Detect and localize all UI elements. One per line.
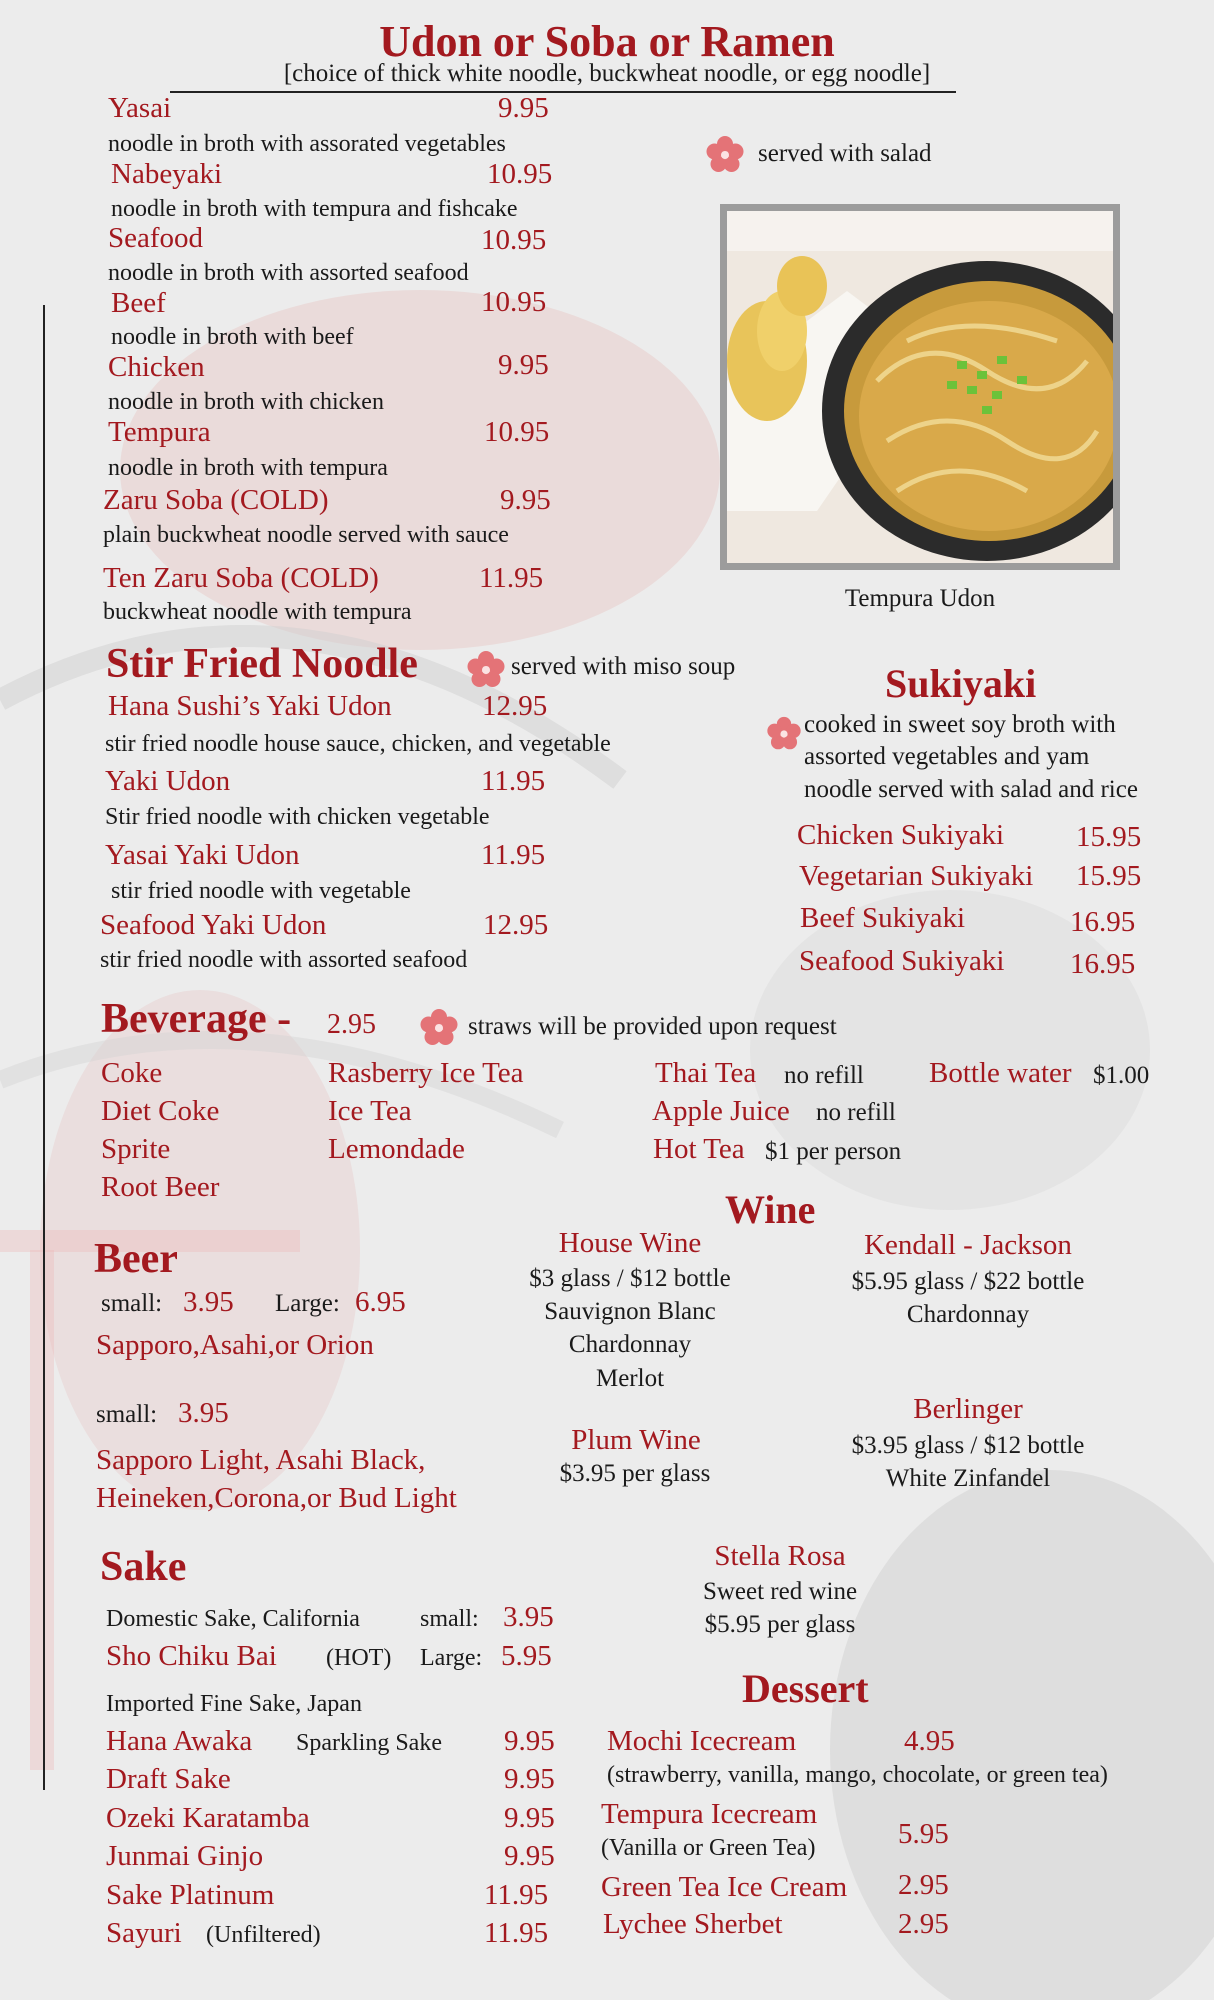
sake-large-label: Large:	[420, 1645, 483, 1671]
wine-name: Plum Wine	[571, 1424, 701, 1456]
dessert-title: Dessert	[742, 1666, 869, 1711]
menu-item-name: Ten Zaru Soba (COLD)	[103, 562, 379, 594]
beverage-item: Coke	[101, 1057, 163, 1089]
photo-caption: Tempura Udon	[844, 585, 996, 612]
sake-name: Ozeki Karatamba	[106, 1802, 310, 1834]
wine-variety: Chardonnay	[568, 1331, 692, 1358]
beverage-item: Sprite	[101, 1133, 171, 1165]
beer-brands: Sapporo,Asahi,or Orion	[96, 1329, 374, 1361]
menu-item-price: 16.95	[1070, 906, 1136, 938]
menu-item-name: Yaki Udon	[105, 765, 231, 797]
sake-large-price: 5.95	[501, 1640, 552, 1672]
dessert-name: Green Tea Ice Cream	[601, 1871, 848, 1903]
wine-variety: Sweet red wine	[702, 1578, 858, 1605]
wine-name: Kendall - Jackson	[864, 1229, 1072, 1261]
flower-icon	[419, 1008, 459, 1048]
beer-large-price: 6.95	[355, 1286, 406, 1318]
menu-item-description: noodle in broth with assorted seafood	[108, 260, 469, 286]
beer-large-label: Large:	[275, 1290, 340, 1317]
wine-name: House Wine	[558, 1227, 702, 1259]
dessert-name: Lychee Sherbet	[603, 1908, 783, 1940]
flower-icon	[705, 135, 745, 175]
wine-name: Berlinger	[913, 1393, 1023, 1425]
menu-item-price: 12.95	[482, 690, 548, 722]
sake-name: Sayuri	[106, 1917, 182, 1949]
sake-imported-label: Imported Fine Sake, Japan	[106, 1691, 362, 1717]
sake-price: 9.95	[504, 1725, 555, 1757]
dessert-description: (Vanilla or Green Tea)	[601, 1835, 816, 1861]
sukiyaki-desc-line: assorted vegetables and yam	[804, 743, 1090, 770]
beverage-note: no refill	[784, 1062, 864, 1089]
dessert-name: Tempura Icecream	[601, 1798, 818, 1830]
sake-note: (Unfiltered)	[206, 1922, 321, 1948]
menu-item-description: stir fried noodle with assorted seafood	[100, 947, 468, 973]
menu-item-description: noodle in broth with beef	[111, 324, 354, 350]
menu-item-price: 9.95	[498, 349, 549, 381]
menu-item-name: Tempura	[108, 416, 211, 448]
sake-hot-label: (HOT)	[326, 1645, 392, 1671]
menu-item-price: 11.95	[481, 839, 546, 871]
sake-price: 9.95	[504, 1802, 555, 1834]
wine-title: Wine	[725, 1187, 816, 1232]
menu-item-name: Seafood Sukiyaki	[799, 945, 1005, 977]
sake-name: Junmai Ginjo	[106, 1840, 264, 1872]
sake-name: Draft Sake	[106, 1763, 231, 1795]
menu-item-price: 12.95	[483, 909, 549, 941]
beverage-price: 2.95	[327, 1009, 376, 1040]
wine-price: $3.95 glass / $12 bottle	[851, 1432, 1085, 1459]
sake-title: Sake	[100, 1544, 187, 1590]
beverage-item: Ice Tea	[328, 1095, 412, 1127]
straws-note: straws will be provided upon request	[468, 1013, 837, 1040]
wine-variety: White Zinfandel	[885, 1465, 1051, 1492]
beverage-item: Apple Juice	[652, 1095, 790, 1127]
noodles-subtitle: [choice of thick white noodle, buckwheat noodle, or egg noodle]	[283, 60, 931, 87]
menu-item-price: 10.95	[481, 286, 547, 318]
menu-item-name: Beef	[111, 287, 166, 319]
menu-item-description: noodle in broth with tempura and fishcake	[111, 196, 518, 222]
beverage-item: Thai Tea	[655, 1057, 757, 1089]
menu-item-price: 15.95	[1076, 821, 1142, 853]
flower-icon	[766, 716, 802, 752]
beverage-item: Bottle water	[929, 1057, 1072, 1089]
menu-item-name: Yasai Yaki Udon	[105, 839, 300, 871]
dessert-price: 2.95	[898, 1869, 949, 1901]
menu-item-description: noodle in broth with tempura	[108, 455, 388, 481]
wine-variety: Merlot	[595, 1365, 665, 1392]
dessert-description: (strawberry, vanilla, mango, chocolate, or green tea)	[607, 1762, 1108, 1788]
sukiyaki-title: Sukiyaki	[885, 661, 1037, 706]
menu-item-description: noodle in broth with chicken	[108, 389, 384, 415]
menu-item-name: Chicken Sukiyaki	[797, 819, 1005, 851]
beverage-note: no refill	[816, 1099, 896, 1126]
menu-item-name: Seafood	[108, 222, 204, 254]
beer-small-price: 3.95	[183, 1286, 234, 1318]
wine-price: $3 glass / $12 bottle	[529, 1265, 731, 1292]
menu-item-price: 15.95	[1076, 860, 1142, 892]
miso-soup-note: served with miso soup	[511, 653, 736, 680]
beer-brands: Sapporo Light, Asahi Black,	[96, 1444, 426, 1476]
menu-item-name: Zaru Soba (COLD)	[103, 484, 329, 516]
menu-item-description: stir fried noodle house sauce, chicken, and vegetable	[105, 731, 611, 757]
wine-variety: Chardonnay	[906, 1301, 1030, 1328]
menu-item-price: 9.95	[498, 92, 549, 124]
wine-price: $5.95 glass / $22 bottle	[851, 1268, 1085, 1295]
sake-small-price: 3.95	[503, 1601, 554, 1633]
beer-small-label: small:	[101, 1290, 163, 1317]
flower-icon	[466, 650, 506, 690]
wine-price: $3.95 per glass	[559, 1460, 711, 1487]
sake-price: 11.95	[484, 1879, 549, 1911]
menu-item-price: 10.95	[484, 416, 550, 448]
menu-item-price: 9.95	[500, 484, 551, 516]
menu-item-description: noodle in broth with assorated vegetables	[108, 131, 506, 157]
noodles-title: Udon or Soba or Ramen	[379, 17, 835, 66]
beverage-note: $1 per person	[765, 1138, 902, 1165]
beverage-price: $1.00	[1093, 1062, 1150, 1089]
title-underline	[170, 91, 956, 93]
beer-brands: Heineken,Corona,or Bud Light	[96, 1482, 457, 1514]
noodle-bowl-image	[727, 211, 1113, 563]
sake-note: Sparkling Sake	[296, 1730, 442, 1756]
menu-item-name: Beef Sukiyaki	[800, 902, 966, 934]
wine-price: $5.95 per glass	[704, 1611, 856, 1638]
menu-item-price: 16.95	[1070, 948, 1136, 980]
menu-item-name: Nabeyaki	[111, 158, 223, 190]
sake-name: Sake Platinum	[106, 1879, 275, 1911]
menu-item-description: stir fried noodle with vegetable	[111, 878, 411, 904]
sake-small-label: small:	[420, 1606, 479, 1632]
menu-item-name: Yasai	[108, 92, 172, 124]
menu-item-price: 10.95	[481, 224, 547, 256]
sake-domestic-label: Domestic Sake, California	[106, 1606, 360, 1632]
beer-title: Beer	[94, 1236, 178, 1282]
sake-name: Sho Chiku Bai	[106, 1640, 277, 1672]
beverage-item: Diet Coke	[101, 1095, 220, 1127]
dessert-price: 2.95	[898, 1908, 949, 1940]
sukiyaki-desc-line: cooked in sweet soy broth with	[804, 711, 1116, 738]
sake-price: 9.95	[504, 1763, 555, 1795]
sukiyaki-desc-line: noodle served with salad and rice	[804, 776, 1138, 803]
menu-item-name: Vegetarian Sukiyaki	[799, 860, 1034, 892]
beverage-item: Hot Tea	[653, 1133, 745, 1165]
stir-fried-title: Stir Fried Noodle	[106, 641, 418, 687]
wine-name: Stella Rosa	[714, 1540, 846, 1572]
menu-item-name: Seafood Yaki Udon	[100, 909, 327, 941]
sake-name: Hana Awaka	[106, 1725, 253, 1757]
dessert-name: Mochi Icecream	[607, 1725, 797, 1757]
menu-item-price: 11.95	[481, 765, 546, 797]
menu-item-price: 11.95	[479, 562, 544, 594]
sake-price: 11.95	[484, 1917, 549, 1949]
menu-item-price: 10.95	[487, 158, 553, 190]
wine-variety: Sauvignon Blanc	[544, 1298, 716, 1325]
beer-small-label: small:	[96, 1401, 158, 1428]
dessert-price: 5.95	[898, 1818, 949, 1850]
beverage-item: Lemondade	[328, 1133, 465, 1165]
menu-item-name: Chicken	[108, 351, 205, 383]
menu-item-name: Hana Sushi’s Yaki Udon	[108, 690, 392, 722]
menu-item-description: Stir fried noodle with chicken vegetable	[105, 804, 490, 830]
menu-item-description: plain buckwheat noodle served with sauce	[103, 522, 509, 548]
tempura-udon-photo	[720, 204, 1120, 570]
sake-price: 9.95	[504, 1840, 555, 1872]
beverage-item: Root Beer	[101, 1171, 220, 1203]
beverage-item: Rasberry Ice Tea	[328, 1057, 524, 1089]
beer-small-price: 3.95	[178, 1397, 229, 1429]
salad-note: served with salad	[758, 140, 932, 167]
beverage-title: Beverage -	[101, 996, 292, 1042]
menu-item-description: buckwheat noodle with tempura	[103, 599, 412, 625]
dessert-price: 4.95	[904, 1725, 955, 1757]
